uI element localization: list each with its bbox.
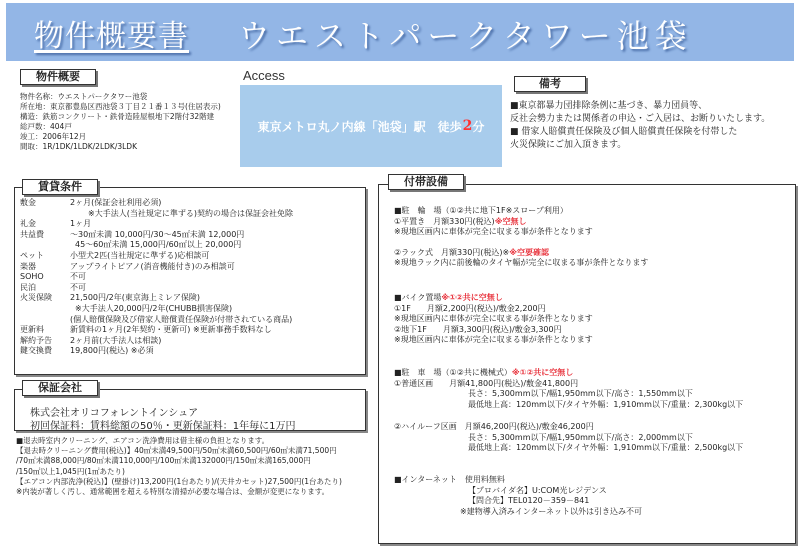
rental-row-key-money [20,219,365,230]
notes-label: 備考 [514,76,586,92]
rental-row-key-exchange [20,346,365,357]
notes-line: ■ 借家人賠償責任保険及び個人賠償責任保険を付帯した [510,127,738,137]
footnote-line: ■退去時室内クリーニング、エアコン洗浄費用は借主様の負担となります。 [16,436,270,445]
rental-key: 火災保険 [20,293,52,303]
parking-section [394,368,743,454]
rental-value: 2ヶ月(保証会社利用必須) [70,198,162,207]
internet-section [394,475,642,517]
rental-value: 21,500円/2年(東京海上ミレア保険) [70,293,201,303]
rental-key: 解約予告 [20,335,52,345]
company-section [30,407,295,433]
bicycle-line: ※現地区画内に車体が完全に収まる事が条件となります [394,227,593,236]
property-name-title: ウエストパークタワー池袋 [238,17,693,55]
overview-line: 間取：1R/1DK/1LDK/2LDK/3LDK [20,142,137,151]
rental-value: ※大手法人20,000円/2年(CHUBB損害保険) [75,303,233,313]
bicycle-heading: ■駐 輪 場（①②共に地下1F※スロープ利用） [394,206,568,215]
rental-key: 民泊 [20,282,36,292]
footnote-line: /150㎡以上1,045円(1㎡あたり) [16,466,125,476]
footnotes-section [16,436,371,497]
bicycle-section [394,206,648,269]
access-minutes: 2 [462,118,473,134]
rental-value: 45～60㎡未満 15,000円/60㎡以上 20,000円 [75,240,242,250]
footnote-line: 【退去時クリーニング費用(税込)】40㎡未満49,500円/50㎡未満60,500円/60㎡未満71,500円 [16,446,337,456]
rental-row-pet [20,251,365,262]
status-badge: ※空要確認 [509,247,550,257]
status-badge: ※①②共に空無し [441,293,503,302]
access-unit: 分 [472,119,485,134]
rental-value: 2ヶ月前(大手法人は相談) [70,335,162,345]
rental-row [20,315,365,326]
rental-key [20,304,70,315]
parking-line: ①普通区画 月額41,800円(税込)/敷金41,800円 [394,378,579,388]
notes-line: 反社会勢力または関係者の申込・ご入居は、お断りいたします。 [510,114,771,124]
bike-line: ※現地区画内に車体が完全に収まる事が条件となります [394,335,593,344]
overview-section [20,92,250,152]
title-bar [6,3,794,61]
overview-line: 総戸数：404戸 [20,122,72,131]
bike-line: ※現地区画内に車体が完全に収まる事が条件となります [394,314,593,323]
rental-key: 更新料 [20,325,44,335]
status-badge: ※空無し [494,216,527,226]
company-name: 株式会社オリコフォレントインシュア [30,408,199,419]
bike-heading: ■バイク置場※①②共に空無し [394,293,503,302]
rental-row-soho [20,272,365,283]
parking-line: 最低地上高：120mm以下/タイヤ外幅：1,910mm以下/重量：2,500kg以下 [468,443,744,452]
rental-row-instrument [20,262,365,273]
bike-section [394,293,593,346]
rental-key: 共益費 [20,229,44,239]
bicycle-line: ※現地ラック内に前後輪のタイヤ幅が完全に収まる事が条件となります [394,258,649,267]
rental-value: (個人賠償保険及び借家人賠償責任保険が付帯されている商品) [70,314,293,324]
notes-section [510,100,794,152]
company-label: 保証会社 [22,380,98,396]
rental-key: 礼金 [20,219,36,229]
footnote-line: 【エアコン内部洗浄(税込)】(壁掛け)13,200円(1台あたり)/(天井カセット)27,500円(1台あたり) [16,476,342,486]
overview-line: 構造：鉄筋コンクリート・鉄骨造陸屋根地下2階付32階建 [20,112,215,121]
rental-table [20,198,365,357]
rental-value: 19,800円(税込) ※必須 [70,346,154,356]
parking-line: 長さ：5,300mm以下/幅1,950mm以下/高さ：1,550mm以下 [468,389,693,398]
bike-line: ②地下1F 月額3,300円(税込)/敷金3,300円 [394,324,562,334]
notes-line: 火災保険にご加入頂きます。 [510,140,627,150]
notes-line: ■東京都暴力団排除条例に基づき、暴力団員等、 [510,101,708,111]
parking-line: 最低地上高：120mm以下/タイヤ外幅：1,910mm以下/重量：2,300kg以下 [468,399,744,409]
company-fees: 初回保証料：賃料総額の50％・更新保証料：1年毎に1万円 [30,421,296,432]
rental-row-renewal [20,325,365,336]
rental-key: 鍵交換費 [20,346,52,356]
parking-line: 長さ：5,300mm以下/幅1,950mm以下/高さ：2,000mm以下 [468,432,693,442]
rental-value: ～30㎡未満 10,000円/30～45㎡未満 12,000円 [70,229,245,239]
rental-row-common-fee [20,230,365,241]
rental-row [20,240,365,251]
internet-line: 【問合先】TEL0120－359－841 [468,496,590,505]
footnote-line: ※内装が著しく汚し、通常範囲を超える特別な清掃が必要な場合は、金額が変更になります。 [16,487,330,497]
rental-row [20,304,365,315]
access-title: Access [243,68,285,83]
internet-line: 【プロバイダ名】U:COM光レジデンス [468,485,607,495]
parking-line: ②ハイルーフ区画 月額46,200円(税込)/敷金46,200円 [394,422,594,431]
rental-value: ※大手法人(当社規定に準ずる)契約の場合は保証会社免除 [88,208,293,218]
rental-row-fire-insurance [20,293,365,304]
rental-key: 楽器 [20,261,36,271]
rental-key [20,315,70,326]
rental-row-minpaku [20,283,365,294]
rental-key [20,240,70,251]
rental-key [20,209,70,220]
footnote-line: /70㎡未満88,000円/80㎡未満110,000円/100㎡未満132000円/150㎡未満165,000円 [16,456,311,466]
internet-line: ■インターネット 使用料無料 [394,475,505,484]
rental-row [20,209,365,220]
bike-line: ①1F 月額2,200円(税込)/敷金2,200円 [394,303,546,313]
rental-value: 1ヶ月 [70,219,92,229]
rental-row-cancellation [20,336,365,347]
rental-key: ペット [20,250,44,260]
access-box [240,85,502,167]
rental-key: 敷金 [20,198,36,207]
internet-line: ※建物導入済みインターネット以外は引き込み不可 [460,506,642,516]
rental-label: 賃貸条件 [22,179,98,195]
rental-key: SOHO [20,272,44,282]
rental-row-deposit [20,198,365,209]
bicycle-line: ②ラック式 月額330円(税込)※※空要確認 [394,247,550,257]
parking-heading: ■駐 車 場（①②共に機械式）※①②共に空無し [394,368,574,377]
overview-line: 竣工：2006年12月 [20,132,87,141]
overview-line: 所在地：東京都豊島区西池袋３丁目２１番１３号(住居表示) [20,102,221,111]
overview-label: 物件概要 [20,69,96,85]
document-title: 物件概要書 [34,19,189,54]
status-badge: ※①②共に空無し [511,368,574,377]
rental-value: 不可 [70,272,86,282]
rental-value: 不可 [70,282,86,292]
rental-value: 新賃料の1ヶ月(2年契約・更新可) ※更新事務手数料なし [70,325,272,335]
rental-value: アップライトピアノ(消音機能付き)のみ相談可 [70,261,235,271]
access-text: 東京メトロ丸ノ内線「池袋」駅 徒歩 [257,119,462,134]
overview-line: 物件名称：ウエストパークタワー池袋 [20,92,148,101]
facilities-label: 付帯設備 [388,174,464,190]
rental-value: 小型犬2匹(当社規定に準ずる)応相談可 [70,250,210,260]
bicycle-line: ①平置き 月額330円(税込)※空無し [394,216,527,226]
